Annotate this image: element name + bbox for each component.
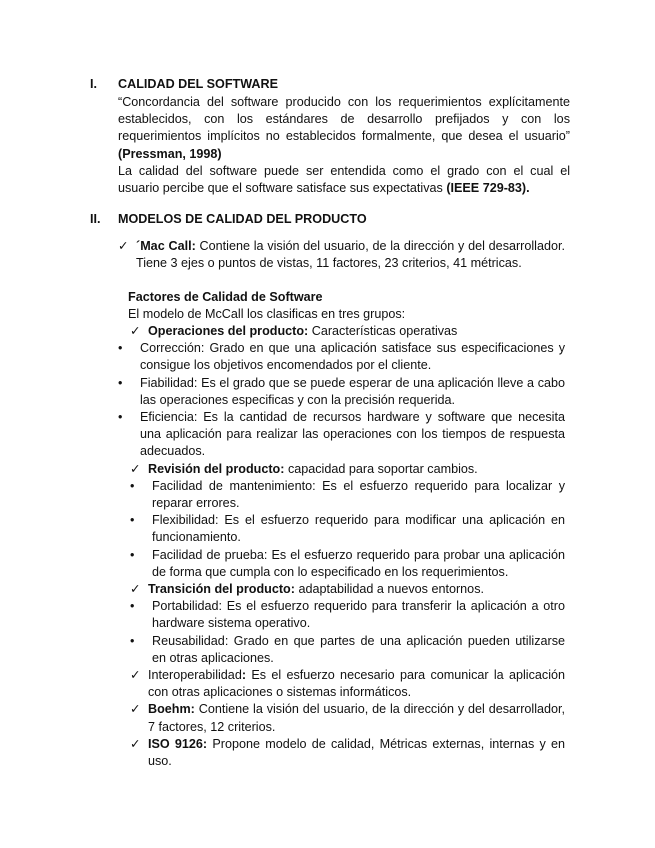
model-mccall	[118, 238, 565, 272]
model-description: Contiene la visión del usuario, de la dirección y del desarrollador. Tiene 3 ejes o puntos de vistas, 11 factores, 23 criterios, 41 métricas.	[136, 239, 565, 271]
group-label: Transición del producto:	[148, 582, 295, 597]
definition-quote	[118, 94, 570, 163]
list-item: • Facilidad de mantenimiento: Es el esfuerzo requerido para localizar y reparar errores.	[118, 478, 565, 512]
list-item	[118, 238, 565, 272]
section-number: II.	[90, 212, 101, 226]
check-icon: ✓	[130, 324, 141, 338]
check-icon: ✓	[130, 702, 141, 717]
section-heading	[90, 76, 570, 93]
list-item: • Eficiencia: Es la cantidad de recursos hardware y software que necesita una aplicación para realizar las operaciones con los tiempos de respuesta adecuados.	[118, 409, 565, 461]
paragraph-reference: (IEEE 729-83).	[446, 181, 530, 196]
group-text: adaptabilidad a nuevos entornos.	[298, 582, 484, 597]
group-text: Características operativas	[311, 324, 458, 338]
section-number: I.	[90, 77, 97, 91]
list-item: • Portabilidad: Es el esfuerzo requerido para transferir la aplicación a otro hardware sistema operativo.	[118, 598, 565, 632]
factors-intro: El modelo de McCall los clasificas en tres grupos:	[128, 307, 406, 322]
section-title: CALIDAD DEL SOFTWARE	[118, 77, 278, 91]
list-item: • Flexibilidad: Es el esfuerzo requerido para modificar una aplicación en funcionamiento.	[118, 512, 565, 546]
model-label: ISO 9126:	[148, 736, 208, 751]
group-text: capacidad para soportar cambios.	[287, 461, 478, 476]
bullet-icon: •	[130, 547, 135, 562]
bullet-icon: •	[130, 633, 135, 648]
group-revision	[118, 461, 565, 478]
bullet-icon: •	[118, 341, 123, 356]
list-item-interoperabilidad: ✓ Interoperabilidad: Es el esfuerzo necesario para comunicar la aplicación con otras aplicaciones o sistemas informáticos.	[118, 667, 565, 701]
section-modelos	[90, 211, 570, 228]
section-calidad	[90, 76, 570, 197]
definition-paragraph	[118, 163, 570, 197]
model-label: Boehm:	[148, 702, 195, 717]
factor-groups	[118, 323, 565, 770]
model-label: ´Mac Call:	[136, 239, 196, 253]
list-item: • Reusabilidad: Grado en que partes de una aplicación pueden utilizarse en otras aplicaciones.	[118, 633, 565, 667]
quote-text: “Concordancia del software producido con los requerimientos explícitamente establecidos, con los estándares de desarrollo prefijados y con los requerimientos implícitos no establecidos formalmente, que desea el usuario”	[118, 95, 570, 144]
check-icon: ✓	[118, 239, 129, 253]
group-label: Operaciones del producto:	[148, 324, 309, 338]
check-icon: ✓	[130, 668, 141, 683]
list-item: • Corrección: Grado en que una aplicación satisface sus especificaciones y consigue los objetivos encomendados por el cliente.	[118, 340, 565, 374]
group-label: Revisión del producto:	[148, 461, 285, 476]
bullet-icon: •	[130, 478, 135, 493]
group-operaciones	[118, 323, 565, 340]
model-iso-9126	[118, 736, 565, 770]
model-boehm	[118, 701, 565, 735]
model-description: Propone modelo de calidad, Métricas externas, internas y en uso.	[148, 736, 566, 769]
bullet-icon: •	[118, 410, 123, 425]
quote-source: (Pressman, 1998)	[118, 146, 222, 161]
bullet-icon: •	[118, 375, 123, 390]
section-title: MODELOS DE CALIDAD DEL PRODUCTO	[118, 212, 367, 226]
list-item: • Facilidad de prueba: Es el esfuerzo requerido para probar una aplicación de forma que cumpla con lo especificado en los requerimientos.	[118, 547, 565, 581]
check-icon: ✓	[130, 736, 141, 751]
factors-title: Factores de Calidad de Software	[128, 290, 323, 304]
check-icon: ✓	[130, 461, 141, 476]
model-description: Contiene la visión del usuario, de la dirección y del desarrollador, 7 factores, 12 criterios.	[148, 702, 566, 734]
section-heading	[90, 211, 570, 228]
paragraph-text: La calidad del software puede ser entendida como el grado con el cual el usuario percibe que el software satisface sus expectativas	[118, 163, 570, 196]
group-transicion	[118, 581, 565, 598]
list-item: • Fiabilidad: Es el grado que se puede esperar de una aplicación lleve a cabo las operaciones especificas y con la precisión requerida.	[118, 375, 565, 409]
factors-block	[128, 289, 565, 323]
bullet-icon: •	[130, 599, 135, 614]
check-icon: ✓	[130, 582, 141, 597]
bullet-icon: •	[130, 513, 135, 528]
